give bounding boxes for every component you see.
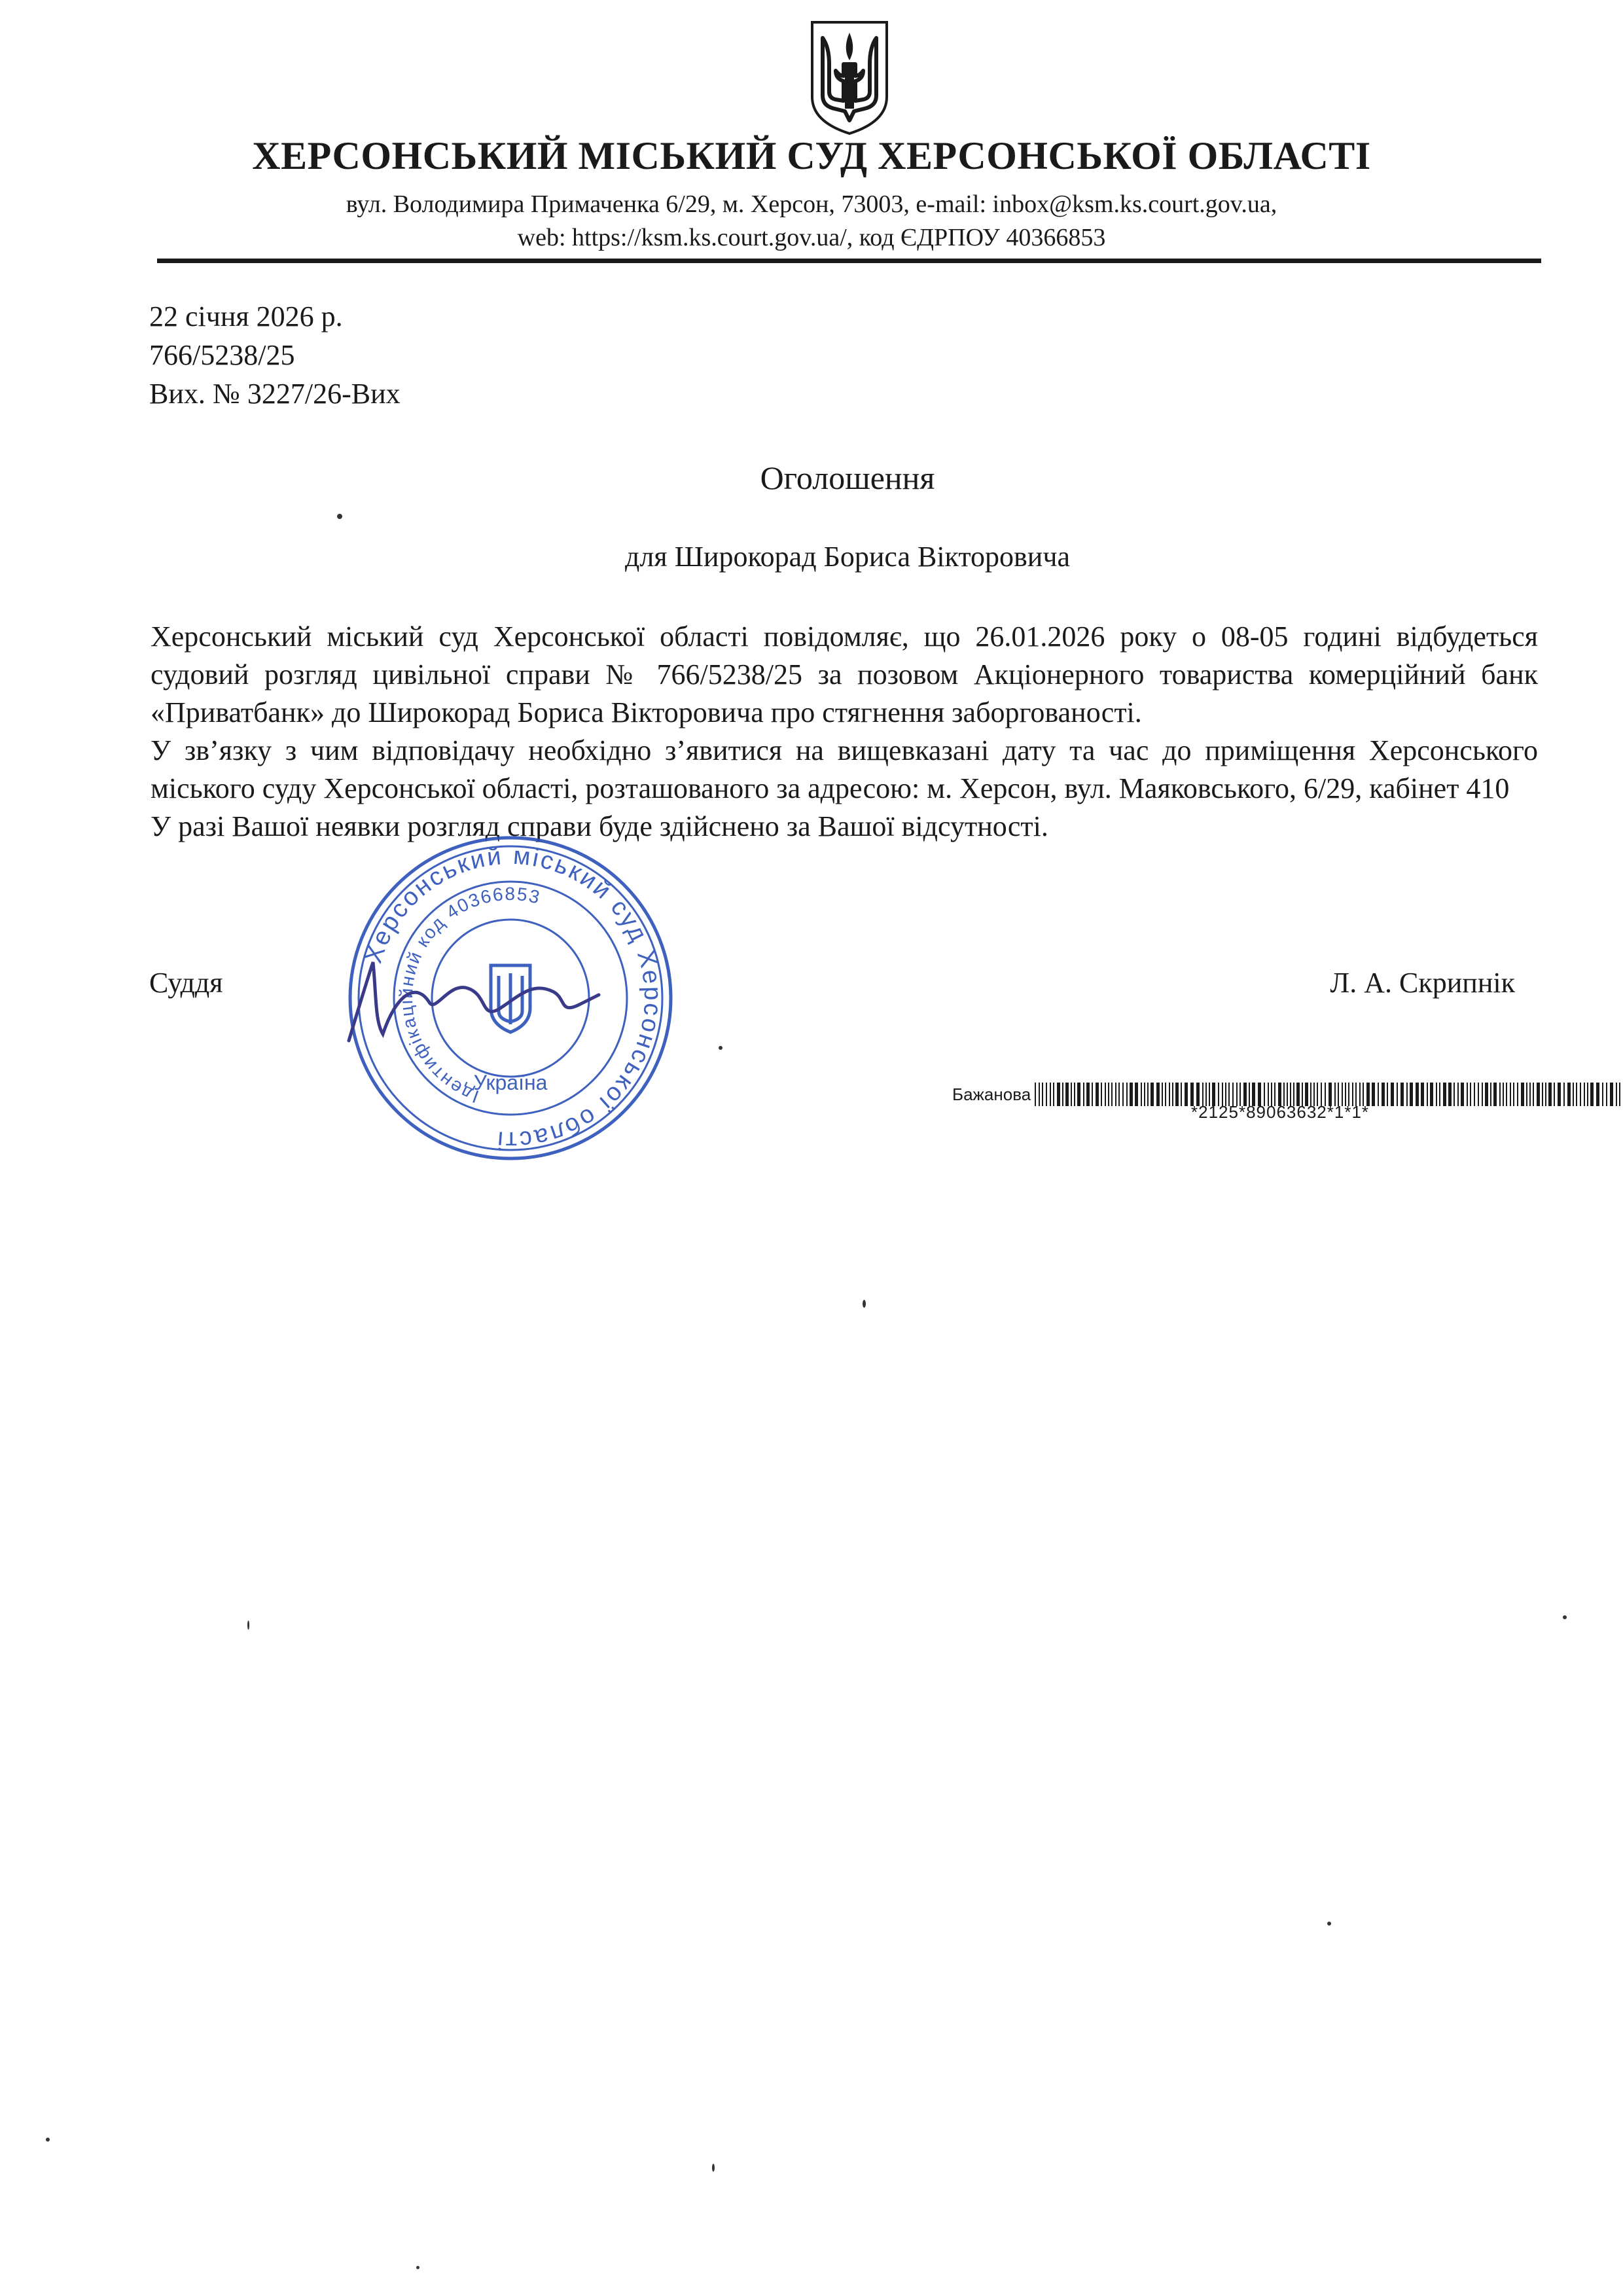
barcode-number: *2125*89063632*1*1*: [1191, 1102, 1370, 1122]
coat-of-arms-icon: [807, 18, 892, 136]
court-address: вул. Володимира Примаченка 6/29, м. Херсон, 73003, e-mail: inbox@ksm.ks.court.gov.ua,: [346, 190, 1277, 218]
scan-speck: [1327, 1922, 1331, 1926]
notice-paragraph-appearance: У зв’язку з чим відповідачу необхідно з’явитися на вищевказані дату та час до приміщення Херсонського міського суду Херсонської області, розташованого за адресою: м. Херсон, вул. Маяковського, 6/29, кабінет 410: [151, 734, 1538, 804]
scan-speck: [1563, 1615, 1567, 1619]
document-date: 22 січня 2026 р.: [149, 300, 343, 332]
scan-speck: [863, 1300, 866, 1308]
notice-paragraph-absence: У разі Вашої неявки розгляд справи буде здійснено за Вашої відсутності.: [151, 810, 1048, 842]
header-divider: [157, 259, 1541, 263]
notice-recipient: для Широкорад Бориса Вікторовича: [625, 541, 1070, 573]
seal-outer-text: Херсонський міський суд Херсонської області: [359, 842, 667, 1155]
case-number: 766/5238/25: [149, 339, 295, 371]
court-web-and-code: web: https://ksm.ks.court.gov.ua/, код ЄДРПОУ 40366853: [517, 224, 1106, 251]
scan-speck: [416, 2266, 419, 2269]
barcode-label: Бажанова: [952, 1084, 1031, 1104]
scan-speck: [719, 1046, 722, 1050]
court-name: ХЕРСОНСЬКИЙ МІСЬКИЙ СУД ХЕРСОНСЬКОЇ ОБЛАСТІ: [252, 134, 1371, 177]
scan-speck: [247, 1621, 249, 1630]
outgoing-number: Вих. № 3227/26-Вих: [149, 378, 401, 410]
judge-name: Л. А. Скрипнік: [1330, 967, 1515, 999]
notice-paragraph-hearing: Херсонський міський суд Херсонської області повідомляє, що 26.01.2026 року о 08-05 годині відбудеться судовий розгляд цивільної справи № 766/5238/25 за позовом Акціонерного товариства комерційний банк «Приватбанк» до Широкорад Бориса Вікторовича про стягнення заборгованості.: [151, 620, 1538, 728]
notice-body: [151, 618, 1538, 846]
scan-speck: [46, 2138, 50, 2142]
notice-title: Оголошення: [760, 459, 935, 496]
judge-role: Суддя: [149, 967, 223, 999]
seal-country: Україна: [473, 1071, 548, 1094]
scan-speck: [337, 514, 342, 519]
seal-inner-text: Ідентифікаційний код 40366853: [395, 883, 543, 1107]
scan-speck: [712, 2164, 715, 2172]
judge-signature: [337, 942, 612, 1054]
